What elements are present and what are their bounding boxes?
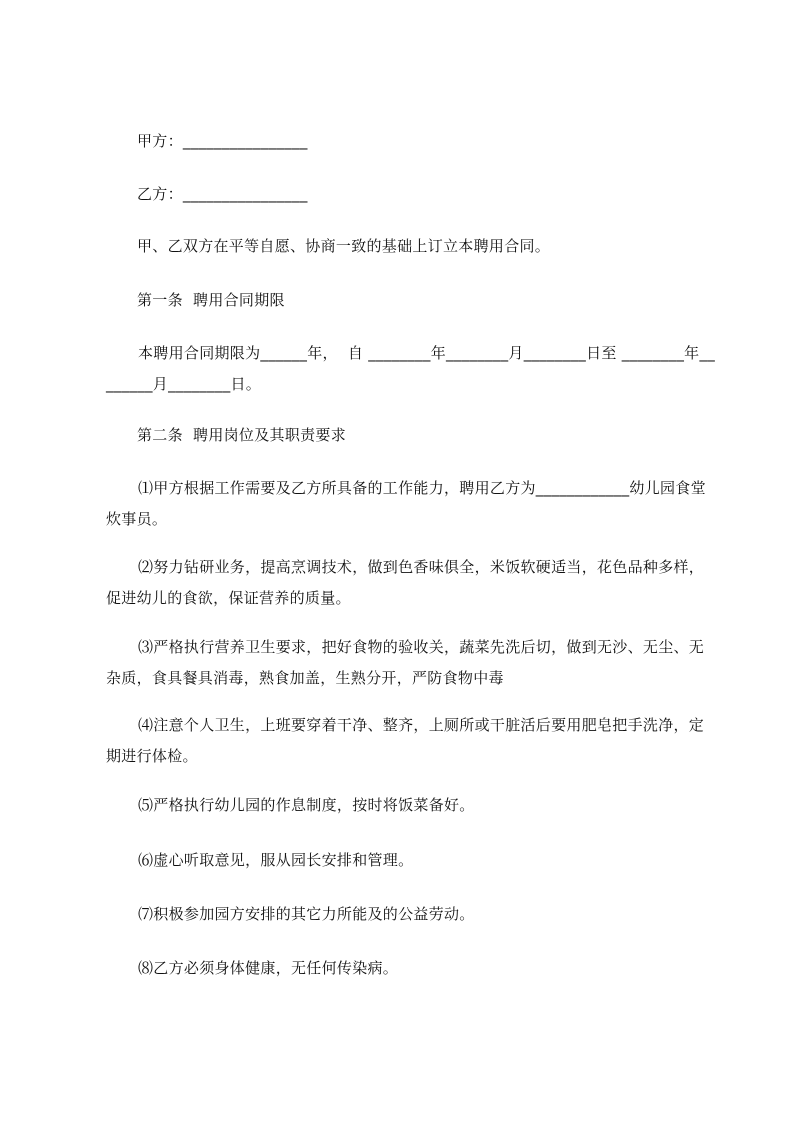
duty-item-4: ⑷注意个人卫生，上班要穿着干净、整齐，上厕所或干脏活后要用肥皂把手洗净，定期进行体检。: [106, 716, 705, 765]
intro-paragraph: 甲、乙双方在平等自愿、协商一致的基础上订立本聘用合同。: [137, 237, 551, 255]
article-2-title: 第二条 聘用岗位及其职责要求: [137, 426, 347, 444]
party-a-line: 甲方：________________: [137, 132, 308, 150]
duty-item-6: ⑹虚心听取意见，服从园长安排和管理。: [138, 851, 414, 869]
duty-item-8: ⑻乙方必须身体健康，无任何传染病。: [138, 959, 399, 977]
party-b-line: 乙方：________________: [137, 185, 308, 203]
duty-item-1: ⑴甲方根据工作需要及乙方所具备的工作能力，聘用乙方为____________幼儿园食堂炊事员。: [106, 479, 706, 528]
article-1-body: 本聘用合同期限为______年， 自 ________年________月________日至 ________年________月________日。: [106, 344, 716, 393]
duty-item-2: ⑵努力钻研业务，提高烹调技术，做到色香味俱全，米饭软硬适当，花色品种多样，促进幼儿的食欲，保证营养的质量。: [106, 558, 705, 607]
duty-item-5: ⑸严格执行幼儿园的作息制度，按时将饭菜备好。: [138, 796, 475, 814]
duty-item-3: ⑶严格执行营养卫生要求，把好食物的验收关，蔬菜先洗后切，做到无沙、无尘、无杂质，食具餐具消毒，熟食加盖，生熟分开，严防食物中毒: [106, 638, 705, 687]
article-1-title: 第一条 聘用合同期限: [137, 291, 285, 309]
duty-item-7: ⑺积极参加园方安排的其它力所能及的公益劳动。: [138, 905, 475, 923]
